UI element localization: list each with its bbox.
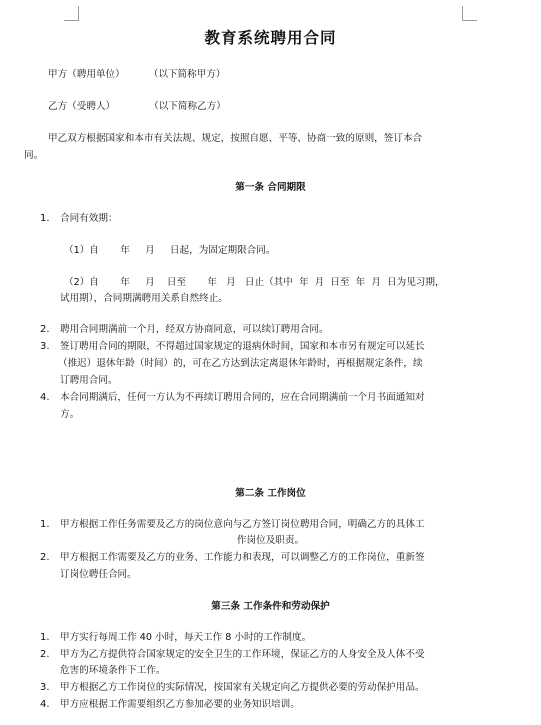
page-corner-mark-left [64,6,79,21]
party-a-note: （以下简称甲方） [148,69,226,80]
section2-heading: 第二条 工作岗位 [235,488,306,499]
document-title: 教育系统聘用合同 [204,28,337,47]
party-a-label: 甲方（聘用单位） [48,69,125,80]
section1-item4-line2: 方。 [60,409,80,420]
section3-item2-line2: 危害的环境条件下工作。 [60,665,166,676]
section3-item1-text: 甲方实行每周工作 40 小时，每天工作 8 小时的工作制度。 [60,632,312,643]
section3-heading: 第三条 工作条件和劳动保护 [211,601,330,612]
section1-sub2-line1: （2）自 年 月 日至 年 月 日止（其中 年 月 日至 年 月 日为见习期， [64,277,445,288]
section1-item1-text: 合同有效期： [60,213,118,224]
section1-item3-num: 3. [40,341,50,352]
party-b-line [48,100,226,114]
section1-sub2-line2: 试用期），合同期满聘用关系自然终止。 [60,293,228,304]
section3-item3-text: 甲方根据乙方工作岗位的实际情况，按国家有关规定向乙方提供必要的劳动保护用品。 [60,682,425,693]
section1-item2-text: 聘用合同期满前一个月，经双方协商同意，可以续订聘用合同。 [60,324,329,335]
section1-item2-num: 2. [40,324,50,335]
section3-item4-num: 4. [40,699,50,710]
section1-heading: 第一条 合同期限 [235,182,306,193]
section2-item2-line1: 甲方根据工作需要及乙方的业务、工作能力和表现，可以调整乙方的工作岗位，重新签 [60,552,425,563]
section1-item4-line1: 本合同期满后，任何一方认为不再续订聘用合同的，应在合同期满前一个月书面通知对 [60,392,425,403]
party-b-label: 乙方（受聘人） [48,101,116,112]
section3-item2-line1: 甲方为乙方提供符合国家规定的安全卫生的工作环境，保证乙方的人身安全及人体不受 [60,649,425,660]
section1-item4-num: 4. [40,392,50,403]
section3-item2-num: 2. [40,649,50,660]
section1-item3-line3: 订聘用合同。 [60,375,118,386]
section1-sub1: （1）自 年 月 日起，为固定期限合同。 [64,245,276,256]
section2-item1-num: 1. [40,519,50,530]
section1-item3-line2: （推迟）退休年龄（时间）的，可在乙方达到法定离退休年龄时，再根据规定条件，续 [58,358,423,369]
intro-line-1: 甲乙双方根据国家和本市有关法规、规定，按照自愿、平等、协商一致的原则，签订本合 [48,133,423,144]
intro-line-2: 同。 [24,150,44,161]
party-b-note: （以下简称乙方） [149,101,226,112]
section2-item2-line2: 订岗位聘任合同。 [60,569,137,580]
section1-item3-line1: 签订聘用合同的期限，不得超过国家规定的退病休时间，国家和本市另有规定可以延长 [60,341,425,352]
section1-item1-num: 1. [40,213,50,224]
page-corner-mark-right [462,6,477,21]
section2-item1-line2: 作岗位及职责。 [236,535,305,546]
section2-item1-line1: 甲方根据工作任务需要及乙方的岗位意向与乙方签订岗位聘用合同，明确乙方的具体工 [60,519,425,530]
section2-item2-num: 2. [40,552,50,563]
section3-item1-num: 1. [40,632,50,643]
party-a-line [48,68,226,82]
section3-item3-num: 3. [40,682,50,693]
section3-item4-text: 甲方应根据工作需要组织乙方参加必要的业务知识培训。 [60,699,300,710]
